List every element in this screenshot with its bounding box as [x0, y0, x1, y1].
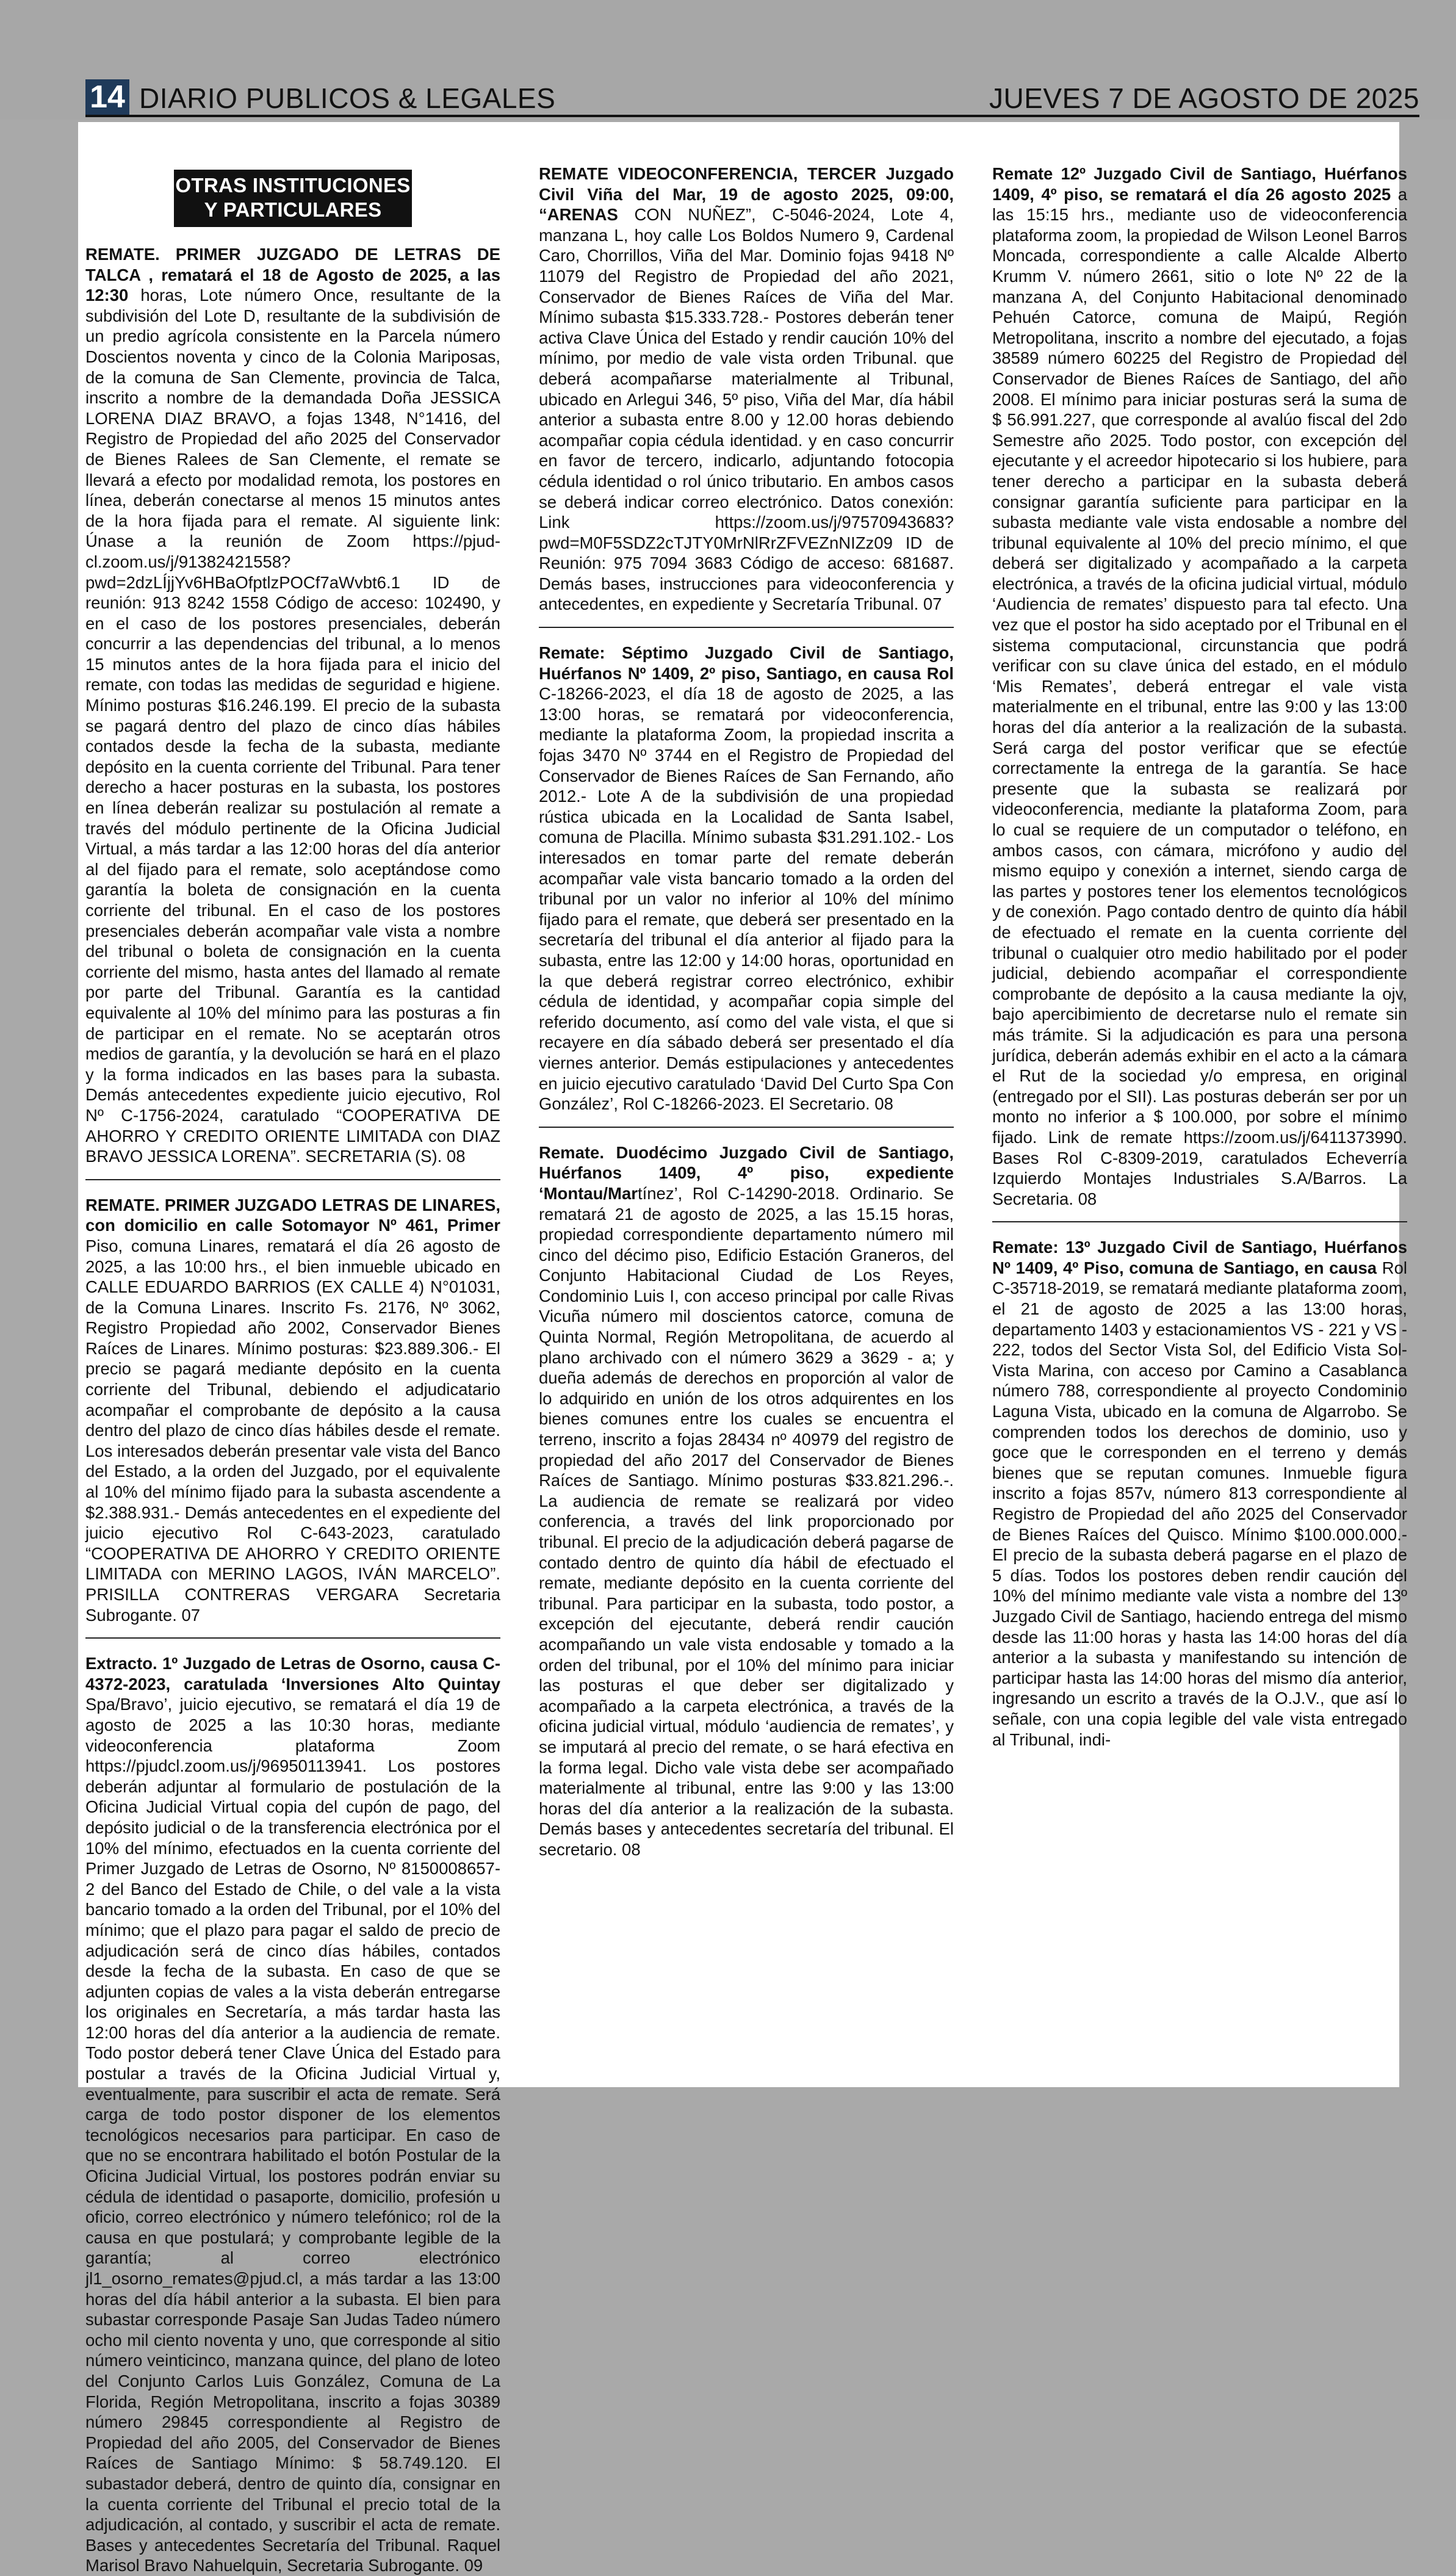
notice-remate-13-juzgado [992, 1237, 1407, 1750]
section-heading [174, 170, 412, 227]
notice-remate-vina-del-mar [539, 164, 954, 615]
notice-lead: Remate: Séptimo Juzgado Civil de Santiago, Huérfanos Nº 1409, 2º piso, Santiago, en causa Rol [539, 643, 954, 683]
notice-divider [85, 1637, 500, 1639]
notice-divider [992, 1221, 1407, 1222]
section-heading-line-1: OTRAS INSTITUCIONES [175, 174, 411, 197]
notice-remate-talca [85, 244, 500, 1167]
section-heading-line-2: Y PARTICULARES [204, 198, 382, 221]
notice-body: tínez’, Rol C-14290-2018. Ordinario. Se rematará 21 de agosto de 2025, a las 15.15 horas, propiedad correspondiente departamento número mil cinco del décimo piso, Edificio Estación Graneros, del Conjunto Habitacional Ciudad de Los Reyes, Condominio Luis I, con acceso principal por calle Rivas Vicuña número mil doscientos catorce, comuna de Quinta Normal, Región Metropolitana, de acuerdo al plano archivado con el número 3629 a 3629 - a; y dueña además de derechos en proporción al valor de lo adquirido en unión de los otros adquirentes en los bienes comunes entre los cuales se encuentra el terreno, inscrito a fojas 28434 nº 40979 del registro de propiedad del año 2017 del Conservador de Bienes Raíces de Santiago. Mínimo posturas $33.821.296.-. La audiencia de remate se realizará por video conferencia, a través del link proporcionado por tribunal. El precio de la adjudicación deberá pagarse de contado dentro de quinto día hábil de efectuado el remate, mediante depósito en la cuenta corriente del tribunal. Para participar en la subasta, todo postor, a excepción del ejecutante, deberá rendir caución acompañando un vale vista endosable y tomado a la orden del tribunal, por el 10% del mínimo para iniciar las posturas el que deber ser digitalizado y acompañado a la carpeta electrónica, a través de la oficina judicial virtual, módulo ‘audiencia de remates’, y se imputará al precio del remate, o se hará efectiva en la forma legal. Dicho vale vista debe ser acompañado materialmente al tribunal, entre las 9:00 y las 13:00 horas del día anterior a la realización de la subasta. Demás bases y antecedentes secretaría del tribunal. El secretario. 08 [539, 1183, 954, 1859]
column-1 [85, 164, 500, 2575]
notice-body: horas, Lote número Once, resultante de la subdivisión del Lote D, resultante de la subdivisión de un predio agrícola consistente en la Parcela número Doscientos noventa y cinco de la Colonia Mariposas, de la comuna de San Clemente, provincia de Talca, inscrito a nombre de la demandada Doña JESSICA LORENA DIAZ BRAVO, a fojas 1348, N°1416, del Registro de Propiedad del año 2025 del Conservador de Bienes Ralees de San Clemente, el remate se llevará a efecto por modalidad remota, los postores en línea, deberán conectarse al menos 15 minutos antes de la hora fijada para el remate. Al siguiente link: Únase a la reunión de Zoom https://pjud-cl.zoom.us/j/91382421558?pwd=2dzLÍjjYv6HBaOfptlzPOCf7aWvbt6.1 ID de reunión: 913 8242 1558 Código de acceso: 102490, y en el caso de los postores presenciales, deberán concurrir a las dependencias del tribunal, a lo menos 15 minutos antes de la hora fijada para el inicio del remate, con todas las medidas de seguridad e higiene. Mínimo posturas $16.246.199. El precio de la subasta se pagará dentro del plazo de cinco días hábiles contados desde la fecha de la subasta, mediante depósito en la cuenta corriente del Tribunal. Para tener derecho a hacer posturas en la subasta, los postores en línea deberán realizar su postulación al remate a través del módulo pertinente de la Oficina Judicial Virtual, a más tardar a las 12:00 horas del día anterior al del fijado para el remate, solo aceptándose como garantía la boleta de consignación en la cuenta corriente del tribunal. En el caso de los postores presenciales deberán acompañar vale vista a nombre del tribunal o boleta de consignación en la cuenta corriente del mismo, hasta antes del llamado al remate por parte del Tribunal. Garantía es la cantidad equivalente al 10% del mínimo para las posturas a fin de participar en el remate. No se aceptarán otros medios de garantía, y la devolución se hará en el plazo y la forma indicados en las bases para la subasta. Demás antecedentes expediente juicio ejecutivo, Rol Nº C-1756-2024, caratulado “COOPERATIVA DE AHORRO Y CREDITO ORIENTE LIMITADA con DIAZ BRAVO JESSICA LORENA”. SECRETARIA (S). 08 [85, 286, 500, 1166]
column-3 [992, 164, 1407, 2080]
notice-body: a las 15:15 hrs., mediante uso de videoconferencia plataforma zoom, la propiedad de Wilson Leonel Barros Moncada, correspondiente a calle Alcalde Alberto Krumm V. número 2661, sitio o lote Nº 22 de la manzana A, del Conjunto Habitacional denominado Pehuén Catorce, comuna de Maipú, Región Metropolitana, inscrito a nombre del ejecutado, a fojas 38589 número 60225 del Registro de Propiedad del Conservador de Bienes Raíces de Santiago, del año 2008. El mínimo para iniciar posturas será la suma de $ 56.991.227, que corresponde al avalúo fiscal del 2do Semestre año 2025. Todo postor, con excepción del ejecutante y el acreedor hipotecario si los hubiere, para tener derecho a participar en la subasta deberá consignar garantía suficiente para participar en la subasta mediante vale vista endosable a nombre del tribunal equivalente al 10% del precio mínimo, el que deberá ser digitalizado y acompañado a la carpeta electrónica, a través de la oficina judicial virtual, módulo ‘Audiencia de remates’ dispuesto para tal efecto. Una vez que el postor ha sido aceptado por el Tribunal en el sistema computacional, circunstancia que podrá verificar con su clave única del estado, en el módulo ‘Mis Remates’, deberá entregar el vale vista materialmente en el tribunal, entre las 9:00 y las 13:00 horas del día anterior a la realización de la subasta. Será carga del postor verificar que se efectúe correctamente la entrega de la garantía. Se hace presente que la subasta se realizará por videoconferencia, mediante la plataforma Zoom, para lo cual se requiere de un computador o teléfono, en ambos casos, con cámara, micrófono y audio del mismo equipo y conexión a internet, siendo carga de las partes y postores tener los elementos tecnológicos y de conexión. Pago contado dentro de quinto día hábil de efectuado el remate en la cuenta corriente del tribunal o cualquier otro medio habilitado por el poder judicial, debiendo acompañar el correspondiente comprobante de depósito a la causa mediante la ojv, bajo apercibimiento de decretarse nulo el remate sin más trámite. Si la adjudicación es para una persona jurídica, deberán además exhibir en el acto a la cámara el Rut de la sociedad y/o empresa, en original (entregado por el SII). Las posturas deberán ser por un monto no inferior a $ 100.000, por sobre el mínimo fijado. Link de remate https://zoom.us/j/6411373990. Bases Rol C-8309-2019, caratulados Echeverría Izquierdo Montajes Industriales S.A/Barros. La Secretaria. 08 [992, 184, 1407, 1208]
notice-lead: Remate: 13º Juzgado Civil de Santiago, Huérfanos Nº 1409, 4º Piso, comuna de Santiago, en causa [992, 1238, 1407, 1277]
notice-lead: REMATE. PRIMER JUZGADO DE LETRAS DE TALCA , rematará el 18 de Agosto de 2025, a las 12:30 [85, 245, 500, 305]
column-2 [539, 164, 954, 2080]
notice-divider [85, 1179, 500, 1180]
notice-body: C-18266-2023, el día 18 de agosto de 2025, a las 13:00 horas, se rematará por videoconferencia, mediante la plataforma Zoom, la propiedad inscrita a fojas 3470 Nº 3744 en el Registro de Propiedad del Conservador de Bienes Raíces de San Fernando, año 2012.- Lote A de la subdivisión de una propiedad rústica ubicada en la Localidad de Santa Isabel, comuna de Placilla. Mínimo subasta $31.291.102.- Los interesados en tomar parte del remate deberán acompañar vale vista bancario tomado a la orden del tribunal por un valor no inferior al 10% del mínimo fijado para el remate, que deberá ser presentado en la secretaría del tribunal el día anterior al fijado para la subasta, entre las 12:00 y 14:00 horas, oportunidad en la que deberá registrar correo electrónico, exhibir cédula de identidad, y acompañar copia simple del referido documento, así como del vale vista, el que si recayere en día sábado deberá ser presentado el día viernes anterior. Demás estipulaciones y antecedentes en juicio ejecutivo caratulado ‘David Del Curto Spa Con González’, Rol C-18266-2023. El Secretario. 08 [539, 684, 954, 1114]
notice-lead: REMATE. PRIMER JUZGADO LETRAS DE LINARES, con domicilio en calle Sotomayor Nº 461, Primer [85, 1195, 500, 1235]
notice-body: Spa/Bravo’, juicio ejecutivo, se rematará el día 19 de agosto de 2025 a las 10:30 horas, mediante videoconferencia plataforma Zoom https://pjudcl.zoom.us/j/96950113941. Los postores deberán adjuntar al formulario de postulación de la Oficina Judicial Virtual copia del cupón de pago, del depósito judicial o de la transferencia electrónica por el 10% del mínimo, efectuados en la cuenta corriente del Primer Juzgado de Letras de Osorno, Nº 8150008657-2 del Banco del Estado de Chile, o del vale a la vista bancario tomado a la orden del Tribunal, por el 10% del mínimo; que el plazo para pagar el saldo de precio de adjudicación será de cinco días hábiles, contados desde la fecha de la subasta. En caso de que se adjunten copias de vales a la vista deberán entregarse los originales en Secretaría, a más tardar hasta las 12:00 horas del día anterior a la audiencia de remate. Todo postor deberá tener Clave Única del Estado para postular a través de la Oficina Judicial Virtual y, eventualmente, para suscribir el acta de remate. Será carga de todo postor disponer de los elementos tecnológicos necesarios para participar. En caso de que no se encontrara habilitado el botón Postular de la Oficina Judicial Virtual, los postores podrán enviar su cédula de identidad o pasaporte, domicilio, profesión u oficio, correo electrónico y número telefónico; rol de la causa en que postulará; y comprobante legible de la garantía; al correo electrónico jl1_osorno_remates@pjud.cl, a más tardar a las 13:00 horas del día hábil anterior a la subasta. El bien para subastar corresponde Pasaje San Judas Tadeo número ocho mil ciento noventa y uno, que corresponde al sitio número veinticinco, manzana quince, del plano de loteo del Conjunto Carlos Luis González, Comuna de La Florida, Región Metropolitana, inscrito a fojas 30389 número 29845 correspondiente al Registro de Propiedad del año 2005, del Conservador de Bienes Raíces de Santiago Mínimo: $ 58.749.120. El subastador deberá, dentro de quinto día, consignar en la cuenta corriente del Tribunal el precio total de la adjudicación, al contado, y suscribir el acta de remate. Bases y antecedentes Secretaría del Tribunal. Raquel Marisol Bravo Nahuelquin, Secretaria Subrogante. 09 [85, 1695, 500, 2575]
notice-lead: Remate 12º Juzgado Civil de Santiago, Huérfanos 1409, 4º piso, se rematará el día 26 agosto 2025 [992, 164, 1407, 204]
notice-body: CON NUÑEZ”, C-5046-2024, Lote 4, manzana L, hoy calle Los Boldos Numero 9, Cardenal Caro, Chorrillos, Viña del Mar. Dominio fojas 9418 Nº 11079 del Registro de Propiedad del año 2021, Conservador de Bienes Raíces de Viña del Mar. Mínimo subasta $15.333.728.- Postores deberán tener activa Clave Única del Estado y rendir caución 10% del mínimo, por medio de vale vista orden Tribunal. que deberá acompañarse materialmente al Tribunal, ubicado en Arlegui 346, 5º piso, Viña del Mar, día hábil anterior a subasta entre 8.00 y 12.00 horas debiendo acompañar copia cédula identidad. y en caso concurrir en favor de tercero, indicarlo, adjuntando fotocopia cédula identidad o rol único tributario. En ambos casos se deberá indicar correo electrónico. Datos conexión: Link https://zoom.us/j/97570943683?pwd=M0F5SDZ2cTJTY0MrNlRrZFVEZnNIZz09 ID de Reunión: 975 7094 3683 Código de acceso: 681687. Demás bases, instrucciones para videoconferencia y antecedentes, en expediente y Secretaría Tribunal. 07 [539, 205, 954, 614]
notice-body: Rol C-35718-2019, se rematará mediante plataforma zoom, el 21 de agosto de 2025 a las 13:00 horas, departamento 1403 y estacionamientos VS - 221 y VS - 222, todos del Sector Vista Sol, del Edificio Vista Sol-Vista Marina, con acceso por Camino a Casablanca número 788, correspondiente al proyecto Condominio Laguna Vista, ubicado en la comuna de Algarrobo. Se comprenden todos los derechos de dominio, uso y goce que le corresponden en el terreno y demás bienes que se reputan comunes. Inmueble figura inscrito a fojas 857v, número 813 correspondiente al Registro de Propiedad del año 2025 del Conservador de Bienes Raíces del Quisco. Mínimo $100.000.000.- El precio de la subasta deberá pagarse en el plazo de 5 días. Todos los postores deben rendir caución del 10% del mínimo mediante vale vista a nombre del 13º Juzgado Civil de Santiago, haciendo entrega del mismo desde las 11:00 horas y hasta las 14:00 horas del día anterior a la subasta y manifestando su intención de participar hasta las 14:00 horas del mismo día anterior, ingresando un escrito a través de la O.J.V., que así lo señale, con una copia legible del vale vista entregado al Tribunal, indi- [992, 1258, 1407, 1749]
notice-remate-12-juzgado [992, 164, 1407, 1209]
publication-date: JUEVES 7 DE AGOSTO DE 2025 [989, 82, 1419, 114]
notice-lead: REMATE VIDEOCONFERENCIA, TERCER Juzgado Civil Viña del Mar, 19 de agosto 2025, 09:00, “ARENAS [539, 164, 954, 225]
notice-divider [539, 627, 954, 628]
page-header [85, 79, 1419, 117]
notice-lead: Remate. Duodécimo Juzgado Civil de Santiago, Huérfanos 1409, 4º piso, expediente ‘Montau/Mar [539, 1142, 954, 1203]
notice-remate-linares [85, 1195, 500, 1625]
notice-body: Piso, comuna Linares, rematará el día 26 agosto de 2025, a las 10:00 hrs., el bien inmueble ubicado en CALLE EDUARDO BARRIOS (EX CALLE 4) N°01031, de la Comuna Linares. Inscrito Fs. 2176, Nº 3062, Registro Propiedad año 2002, Conservador Bienes Raíces de Linares. Mínimo posturas: $23.889.306.- El precio se pagará mediante depósito en la cuenta corriente del Tribunal, debiendo el adjudicatario acompañar el comprobante de depósito a la causa dentro del plazo de cinco días hábiles desde el remate. Los interesados deberán presentar vale vista del Banco del Estado, a la orden del Juzgado, por el equivalente al 10% del mínimo fijado para la subasta ascendente a $2.388.931.- Demás antecedentes en el expediente del juicio ejecutivo Rol C-643-2023, caratulado “COOPERATIVA DE AHORRO Y CREDITO ORIENTE LIMITADA con MERINO LAGOS, IVÁN MARCELO”. PRISILLA CONTRERAS VERGARA Secretaria Subrogante. 07 [85, 1236, 500, 1625]
notice-remate-septimo-juzgado [539, 643, 954, 1114]
notice-lead: Extracto. 1º Juzgado de Letras de Osorno, causa C-4372-2023, caratulada ‘Inversiones Alto Quintay [85, 1654, 500, 1694]
publication-name: DIARIO PUBLICOS & LEGALES [139, 82, 556, 114]
page-number: 14 [85, 79, 129, 115]
notice-divider [539, 1127, 954, 1128]
notice-extracto-osorno [85, 1653, 500, 2576]
notice-remate-duodecimo-juzgado [539, 1142, 954, 1860]
